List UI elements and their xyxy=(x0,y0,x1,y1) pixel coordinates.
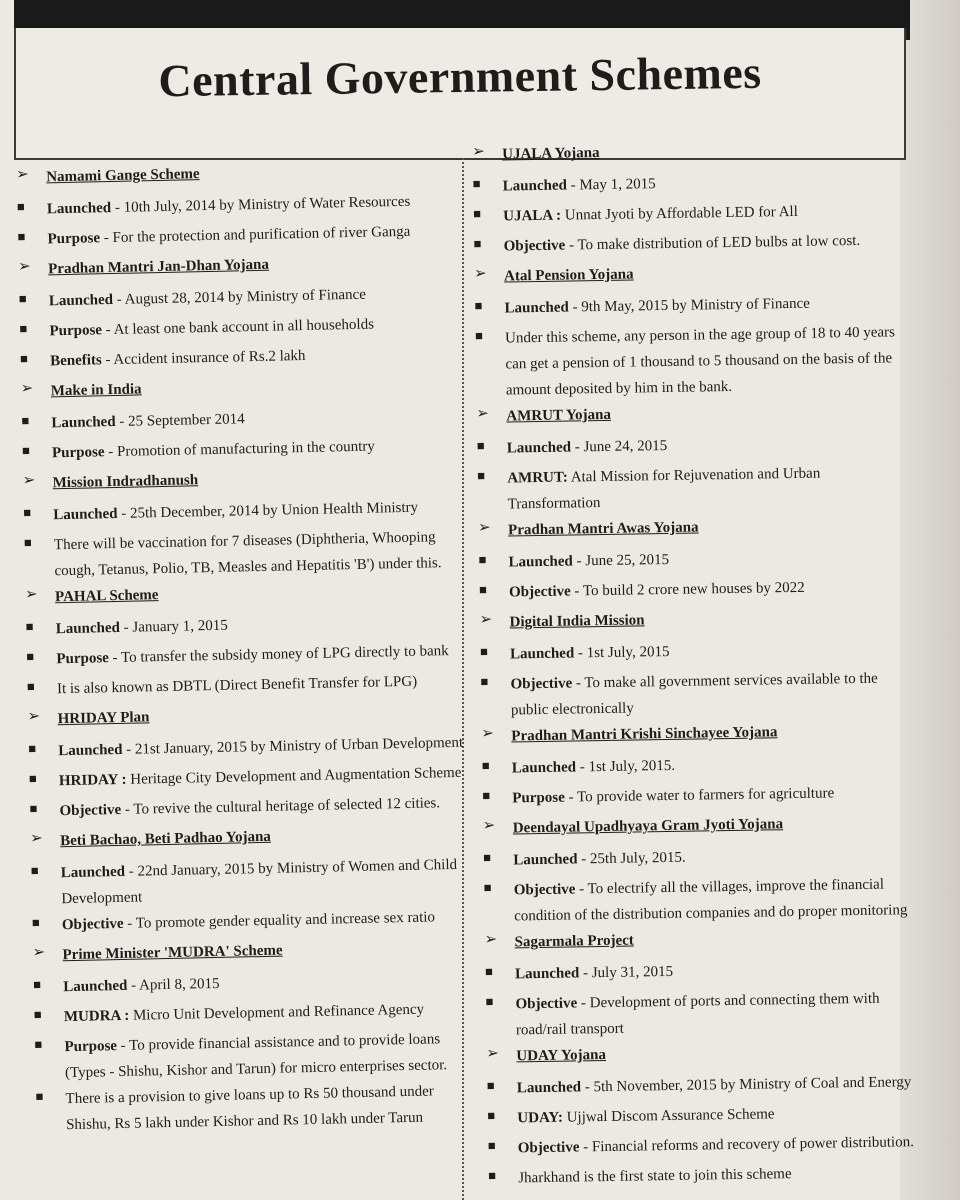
detail-value: - Accident insurance of Rs.2 lakh xyxy=(101,347,306,369)
detail-label: Launched xyxy=(51,413,116,432)
detail-label: Launched xyxy=(516,1079,582,1097)
detail-text xyxy=(517,1069,917,1101)
scheme-detail xyxy=(477,459,908,518)
detail-text xyxy=(509,573,909,605)
square-bullet-icon: ■ xyxy=(23,504,32,520)
detail-value: - January 1, 2015 xyxy=(119,617,228,636)
square-bullet-icon: ■ xyxy=(30,862,39,878)
scheme-title: Make in India xyxy=(50,381,142,400)
square-bullet-icon: ■ xyxy=(35,1088,44,1104)
detail-label: Purpose xyxy=(47,230,101,248)
detail-label: Launched xyxy=(63,977,128,996)
detail-label: Purpose xyxy=(64,1038,118,1056)
scheme-title: Pradhan Mantri Awas Yojana xyxy=(507,519,699,539)
left-column xyxy=(16,156,476,1139)
detail-label: Purpose xyxy=(512,789,565,807)
detail-label: Purpose xyxy=(49,322,103,340)
arrow-bullet-icon: ➢ xyxy=(22,472,36,489)
detail-text xyxy=(64,1026,475,1087)
detail-text xyxy=(518,1159,918,1191)
detail-value: - 5th November, 2015 by Ministry of Coal and Energy xyxy=(580,1074,912,1096)
detail-value: Unnat Jyoti by Affordable LED for All xyxy=(560,203,798,224)
detail-value: - To provide financial assistance and to provide loans (Types - Shishu, Kishor and Tarun) for micro enterprises sector. xyxy=(64,1031,448,1082)
detail-label: Objective xyxy=(508,583,571,601)
square-bullet-icon: ■ xyxy=(21,442,30,458)
detail-value: - July 31, 2015 xyxy=(579,963,674,982)
scheme-title: Pradhan Mantri Krishi Sinchayee Yojana xyxy=(511,724,778,745)
scheme-detail xyxy=(35,1078,476,1139)
detail-label: Objective xyxy=(510,675,573,693)
square-bullet-icon: ■ xyxy=(488,1167,497,1183)
detail-label: Launched xyxy=(55,619,121,638)
square-bullet-icon: ■ xyxy=(485,993,494,1009)
detail-text xyxy=(502,167,902,199)
detail-text xyxy=(510,635,910,667)
detail-label: AMRUT: xyxy=(507,469,568,487)
square-bullet-icon: ■ xyxy=(28,740,37,756)
square-bullet-icon: ■ xyxy=(19,320,28,336)
detail-value: - To make all government services available to the public electronically xyxy=(510,670,878,719)
detail-value: - April 8, 2015 xyxy=(127,975,220,994)
square-bullet-icon: ■ xyxy=(16,198,25,214)
detail-value: - To electrify all the villages, improve the financial condition of the distribution companies and do proper monitoring xyxy=(514,876,908,925)
square-bullet-icon: ■ xyxy=(472,175,481,191)
scheme-detail xyxy=(24,524,465,585)
detail-text xyxy=(517,1099,917,1131)
scheme-title: Pradhan Mantri Jan-Dhan Yojana xyxy=(48,256,270,278)
detail-value: - 9th May, 2015 by Ministry of Finance xyxy=(568,295,811,316)
detail-label: Objective xyxy=(61,915,124,934)
square-bullet-icon: ■ xyxy=(17,228,26,244)
scheme-title: UJALA Yojana xyxy=(502,144,600,163)
scheme-title: Atal Pension Yojana xyxy=(503,266,634,285)
detail-label: Purpose xyxy=(56,650,110,668)
arrow-bullet-icon: ➢ xyxy=(473,265,487,282)
detail-label: UDAY: xyxy=(517,1109,564,1127)
square-bullet-icon: ■ xyxy=(483,879,492,895)
scheme-title: PAHAL Scheme xyxy=(54,587,159,606)
square-bullet-icon: ■ xyxy=(478,551,487,567)
detail-value: Atal Mission for Rejuvenation and Urban Transformation xyxy=(507,465,821,513)
square-bullet-icon: ■ xyxy=(474,327,484,343)
arrow-bullet-icon: ➢ xyxy=(472,143,485,160)
scheme-title: Namami Gange Scheme xyxy=(46,166,200,186)
detail-value: - 25th July, 2015. xyxy=(577,849,686,868)
scheme-title: Mission Indradhanush xyxy=(52,472,199,492)
arrow-bullet-icon: ➢ xyxy=(20,380,34,397)
detail-text xyxy=(507,459,908,517)
scheme-detail xyxy=(34,1026,475,1087)
detail-value: - To revive the cultural heritage of selected 12 cities. xyxy=(121,795,441,818)
detail-value: - August 28, 2014 by Ministry of Finance xyxy=(112,286,367,308)
detail-label: Launched xyxy=(60,863,126,882)
square-bullet-icon: ■ xyxy=(480,673,489,689)
square-bullet-icon: ■ xyxy=(34,1036,43,1052)
square-bullet-icon: ■ xyxy=(19,350,29,366)
detail-value: - 22nd January, 2015 by Ministry of Women and Child Development xyxy=(61,856,458,908)
detail-label: Launched xyxy=(502,177,568,195)
detail-label: Benefits xyxy=(49,352,102,370)
detail-label: Launched xyxy=(504,299,569,317)
detail-label: Objective xyxy=(517,1139,580,1157)
square-bullet-icon: ■ xyxy=(484,963,494,979)
detail-label: Purpose xyxy=(51,444,105,462)
detail-value: - To promote gender equality and increase sex ratio xyxy=(123,909,436,932)
detail-value: - June 24, 2015 xyxy=(570,437,668,456)
detail-text xyxy=(518,1129,918,1161)
detail-text xyxy=(512,749,912,781)
detail-label: UJALA : xyxy=(503,207,562,225)
square-bullet-icon: ■ xyxy=(33,976,42,992)
detail-label: Launched xyxy=(514,965,580,983)
arrow-bullet-icon: ➢ xyxy=(476,405,489,422)
scheme-title: Digital India Mission xyxy=(509,612,645,631)
detail-label: Launched xyxy=(513,851,578,869)
arrow-bullet-icon: ➢ xyxy=(484,931,498,948)
scheme-title: AMRUT Yojana xyxy=(506,406,612,425)
detail-text xyxy=(65,1078,476,1139)
detail-label: Launched xyxy=(509,645,575,663)
square-bullet-icon: ■ xyxy=(481,757,490,773)
detail-value: - To build 2 crore new houses by 2022 xyxy=(570,579,805,600)
detail-value: - For the protection and purification of river Ganga xyxy=(99,223,411,247)
detail-value: There is a provision to give loans up to Rs 50 thousand under Shishu, Rs 5 lakh under Kishor and Rs 10 lakh under Tarun xyxy=(65,1083,434,1134)
detail-text xyxy=(503,197,903,229)
detail-value: - May 1, 2015 xyxy=(566,176,656,194)
detail-value: - 1st July, 2015. xyxy=(575,757,676,776)
square-bullet-icon: ■ xyxy=(478,581,488,597)
detail-text xyxy=(514,871,915,929)
detail-value: It is also known as DBTL (Direct Benefit Transfer for LPG) xyxy=(56,673,418,698)
detail-value: - Financial reforms and recovery of power distribution. xyxy=(579,1134,915,1156)
detail-label: Launched xyxy=(508,553,573,571)
arrow-bullet-icon: ➢ xyxy=(486,1045,500,1062)
detail-value: Micro Unit Development and Refinance Agency xyxy=(129,1001,425,1024)
detail-text xyxy=(504,289,904,321)
square-bullet-icon: ■ xyxy=(479,643,488,659)
page-title: Central Government Schemes xyxy=(158,46,762,107)
detail-value: - 10th July, 2014 by Ministry of Water Resources xyxy=(110,193,411,217)
detail-label: Launched xyxy=(53,505,118,524)
detail-label: Objective xyxy=(513,881,576,899)
detail-text xyxy=(505,319,906,403)
square-bullet-icon: ■ xyxy=(23,534,32,550)
square-bullet-icon: ■ xyxy=(18,290,27,306)
arrow-bullet-icon: ➢ xyxy=(482,817,496,834)
scheme-title: Sagarmala Project xyxy=(514,932,634,951)
detail-value: - To provide water to farmers for agriculture xyxy=(564,785,835,806)
scheme-title: HRIDAY Plan xyxy=(57,709,150,728)
square-bullet-icon: ■ xyxy=(26,678,35,694)
scheme-title: Deendayal Upadhyaya Gram Jyoti Yojana xyxy=(512,816,784,837)
detail-value: - 21st January, 2015 by Ministry of Urban Development xyxy=(122,734,464,758)
detail-label: MUDRA : xyxy=(63,1007,130,1026)
scheme-title: Prime Minister 'MUDRA' Scheme xyxy=(62,942,283,964)
scheme-detail xyxy=(484,871,915,930)
detail-value: - To make distribution of LED bulbs at low cost. xyxy=(565,232,861,254)
detail-value: - Development of ports and connecting them with road/rail transport xyxy=(515,990,880,1039)
detail-text xyxy=(507,429,907,461)
square-bullet-icon: ■ xyxy=(482,787,491,803)
detail-text xyxy=(515,955,915,987)
detail-value: - 25th December, 2014 by Union Health Ministry xyxy=(117,499,419,522)
arrow-bullet-icon: ➢ xyxy=(481,725,495,742)
square-bullet-icon: ■ xyxy=(487,1107,496,1123)
detail-value: - 1st July, 2015 xyxy=(574,643,670,662)
detail-text xyxy=(54,524,465,585)
detail-label: Objective xyxy=(503,237,566,255)
detail-value: - Promotion of manufacturing in the country xyxy=(104,438,376,461)
square-bullet-icon: ■ xyxy=(473,235,482,251)
detail-text xyxy=(510,665,911,723)
square-bullet-icon: ■ xyxy=(31,914,40,930)
detail-label: Launched xyxy=(58,741,123,760)
detail-text xyxy=(513,841,913,873)
square-bullet-icon: ■ xyxy=(474,297,483,313)
detail-label: Launched xyxy=(511,759,577,777)
square-bullet-icon: ■ xyxy=(473,205,482,221)
square-bullet-icon: ■ xyxy=(28,770,37,786)
arrow-bullet-icon: ➢ xyxy=(32,944,46,961)
detail-value: Ujjwal Discom Assurance Scheme xyxy=(562,1106,775,1126)
arrow-bullet-icon: ➢ xyxy=(16,166,29,183)
detail-value: There will be vaccination for 7 diseases (Diphtheria, Whooping cough, Tetanus, Polio, TB, Measles and Hepatitis 'B') under this. xyxy=(53,529,442,580)
square-bullet-icon: ■ xyxy=(483,849,492,865)
square-bullet-icon: ■ xyxy=(21,412,30,428)
square-bullet-icon: ■ xyxy=(487,1137,496,1153)
right-column xyxy=(472,135,919,1196)
detail-label: Launched xyxy=(506,439,572,457)
arrow-bullet-icon: ➢ xyxy=(17,258,31,275)
detail-value: - To transfer the subsidy money of LPG directly to bank xyxy=(108,643,449,667)
detail-text xyxy=(61,852,472,913)
scheme-detail xyxy=(485,985,916,1044)
detail-text xyxy=(512,779,912,811)
square-bullet-icon: ■ xyxy=(26,648,35,664)
arrow-bullet-icon: ➢ xyxy=(479,611,493,628)
detail-value: Jharkhand is the first state to join this scheme xyxy=(518,1166,792,1187)
square-bullet-icon: ■ xyxy=(29,800,38,816)
detail-label: Objective xyxy=(59,801,122,820)
detail-value: - At least one bank account in all households xyxy=(101,316,375,339)
detail-label: HRIDAY : xyxy=(58,771,127,790)
detail-label: Launched xyxy=(46,200,112,218)
detail-label: Launched xyxy=(48,291,114,310)
detail-label: Objective xyxy=(515,995,578,1013)
detail-value: - June 25, 2015 xyxy=(572,551,670,570)
scheme-detail xyxy=(31,852,472,913)
arrow-bullet-icon: ➢ xyxy=(24,586,38,603)
arrow-bullet-icon: ➢ xyxy=(477,519,491,536)
arrow-bullet-icon: ➢ xyxy=(29,830,43,847)
scheme-detail xyxy=(475,319,906,404)
scheme-detail xyxy=(480,665,911,724)
arrow-bullet-icon: ➢ xyxy=(27,708,41,725)
square-bullet-icon: ■ xyxy=(477,467,486,483)
detail-value: Under this scheme, any person in the age group of 18 to 40 years can get a pension of 1 thousand to 5 thousand on the basis of the amount deposited by him in the bank. xyxy=(504,324,896,399)
detail-text xyxy=(515,985,916,1043)
detail-text xyxy=(503,227,903,259)
detail-value: - 25 September 2014 xyxy=(115,411,245,430)
square-bullet-icon: ■ xyxy=(476,437,485,453)
scheme-title: Beti Bachao, Beti Padhao Yojana xyxy=(60,828,271,850)
square-bullet-icon: ■ xyxy=(486,1077,495,1093)
square-bullet-icon: ■ xyxy=(25,618,34,634)
detail-text xyxy=(508,543,908,575)
scheme-title: UDAY Yojana xyxy=(516,1047,607,1065)
detail-value: Heritage City Development and Augmentation Scheme xyxy=(126,764,462,788)
square-bullet-icon: ■ xyxy=(33,1006,42,1022)
